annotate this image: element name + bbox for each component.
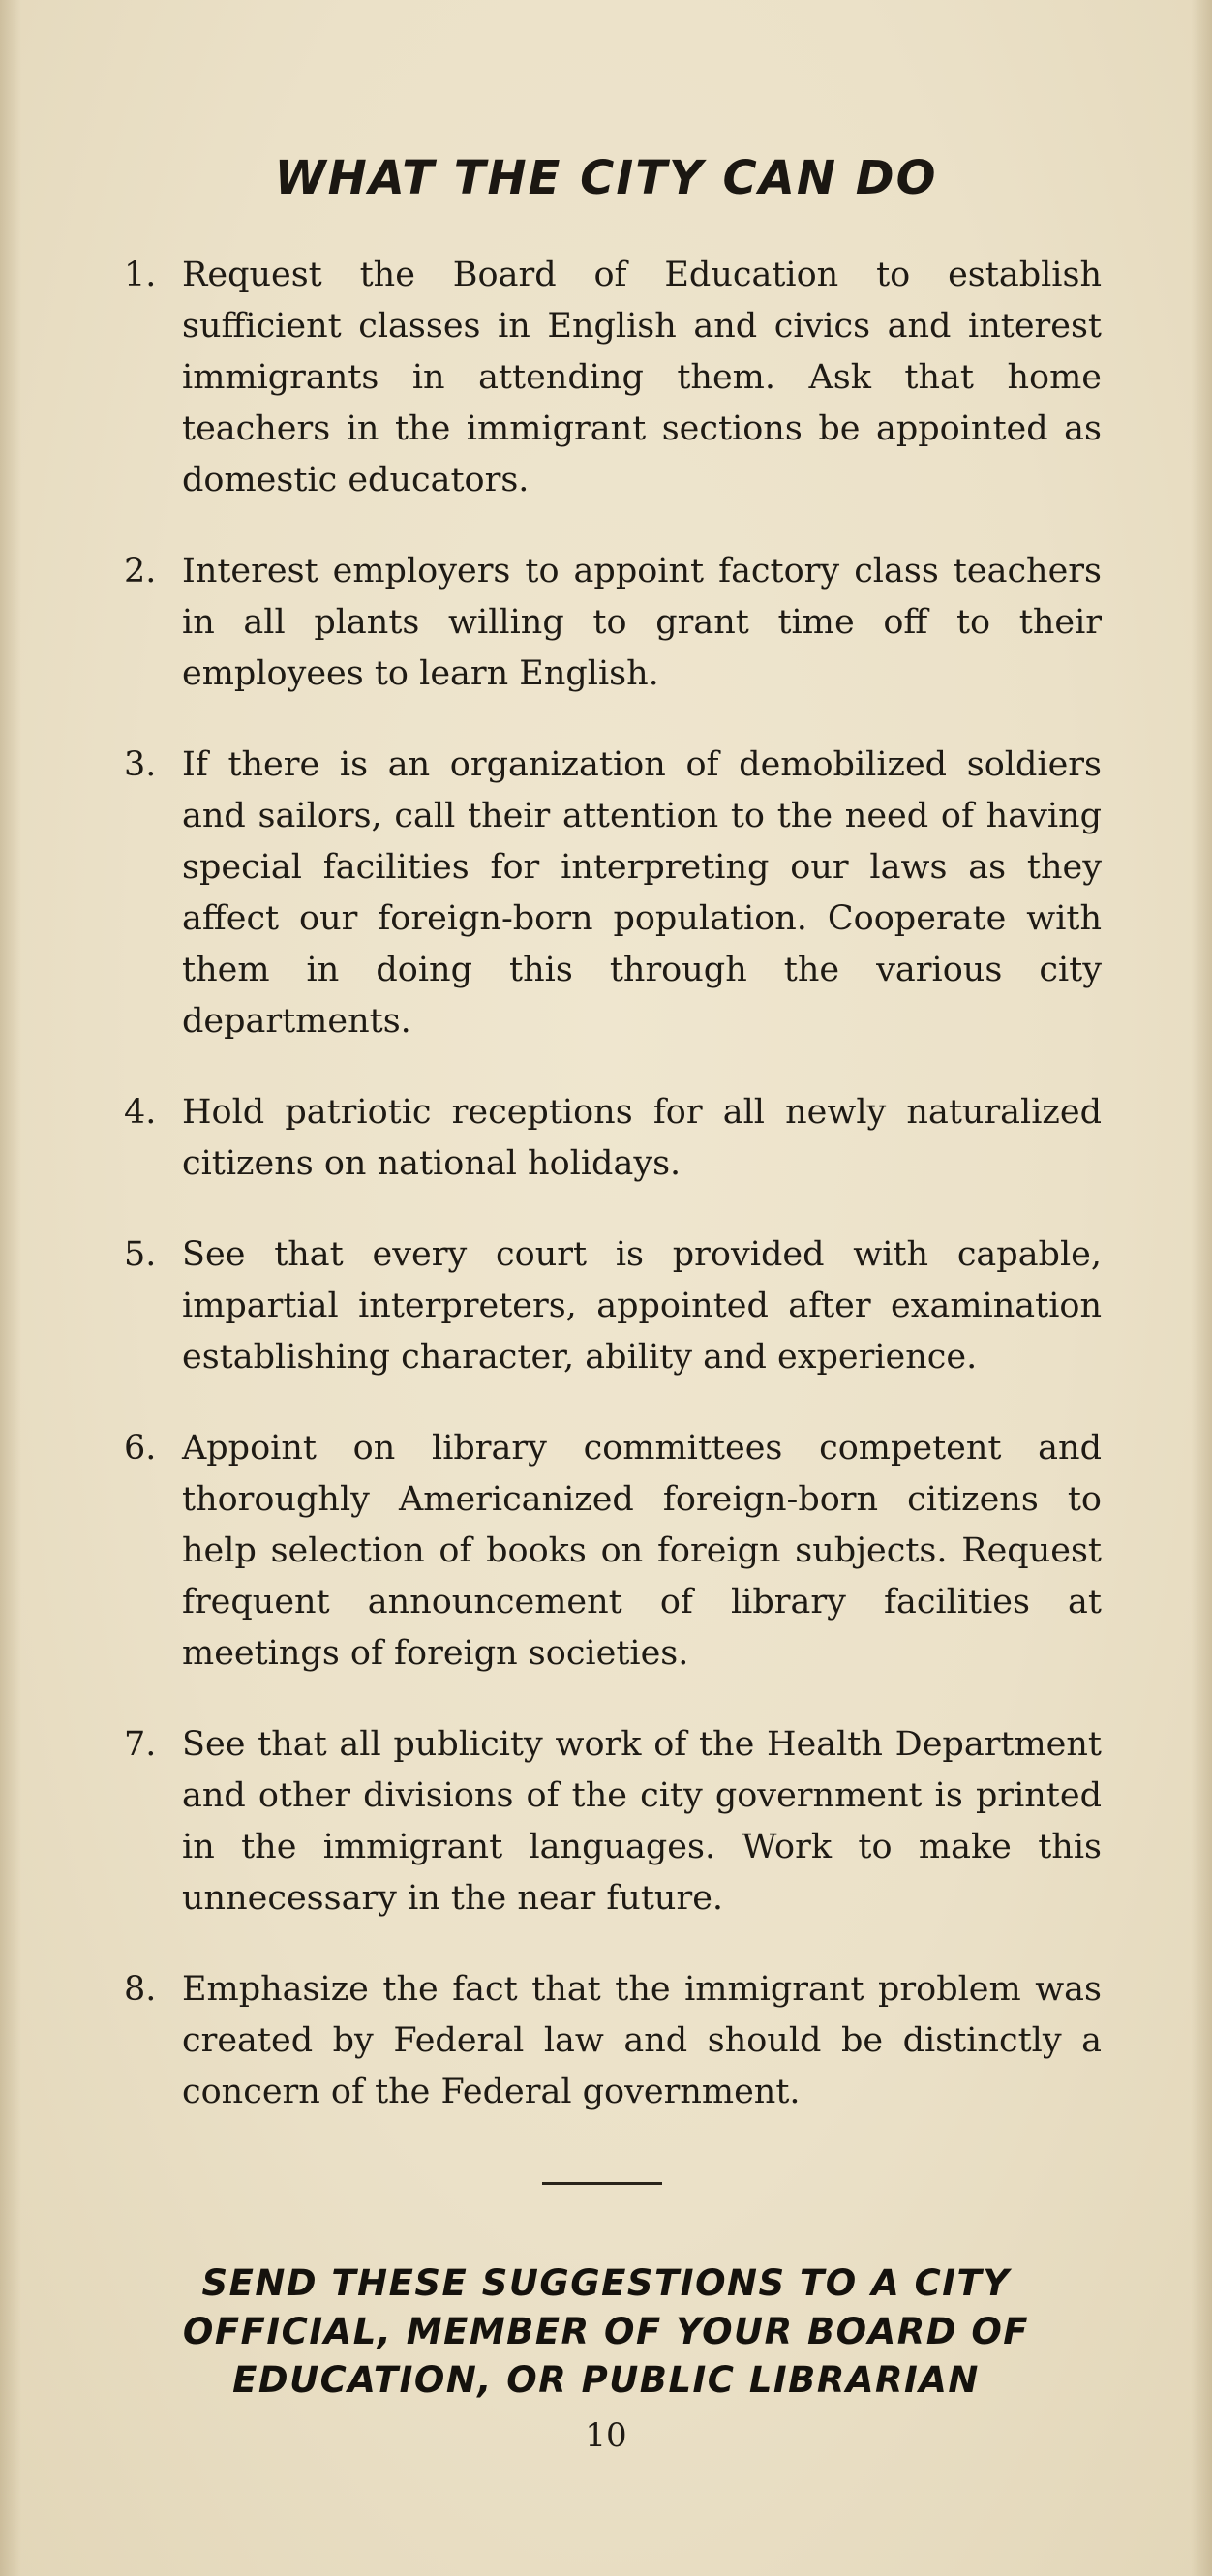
item-number: 2. [124, 552, 157, 591]
section-divider [542, 2182, 662, 2185]
item-text: Request the Board of Education to establish sufficient classes in English and civics and interest immigrants in attending them. Ask that home teachers in the immigrant sections be appointed as domestic educators. [182, 256, 1102, 500]
item-number: 3. [124, 745, 157, 784]
item-number: 6. [124, 1429, 157, 1468]
list-item [124, 1087, 1102, 1190]
page-title: WHAT THE CITY CAN DO [274, 151, 938, 205]
list-item [124, 1229, 1102, 1383]
page-edge-left [0, 0, 21, 2576]
list-item [124, 250, 1102, 506]
footer-note: SEND THESE SUGGESTIONS TO A CITY OFFICIAL, MEMBER OF YOUR BOARD OF EDUCATION, OR PUBLIC LIBRARIAN [182, 2262, 1030, 2401]
item-text: See that all publicity work of the Health Department and other divisions of the city government is printed in the immigrant languages. Work to make this unnecessary in the near future. [182, 1725, 1102, 1918]
item-text: If there is an organization of demobilized soldiers and sailors, call their attention to the need of having special facilities for interpreting our laws as they affect our foreign-born population. Cooperate with them in doing this through the various city departments. [182, 745, 1102, 1041]
item-number: 5. [124, 1235, 157, 1274]
item-number: 4. [124, 1093, 157, 1132]
item-number: 1. [124, 256, 157, 294]
item-text: Emphasize the fact that the immigrant problem was created by Federal law and should be distinctly a concern of the Federal government. [182, 1970, 1102, 2111]
list-item [124, 740, 1102, 1047]
list-item [124, 1719, 1102, 1924]
list-item [124, 1964, 1102, 2118]
suggestion-list [124, 250, 1102, 2158]
page-number: 10 [585, 2416, 627, 2455]
item-text: Hold patriotic receptions for all newly naturalized citizens on national holidays. [182, 1093, 1102, 1183]
page-edge-right [1191, 0, 1212, 2576]
list-item [124, 1423, 1102, 1680]
item-number: 7. [124, 1725, 157, 1764]
item-text: See that every court is provided with capable, impartial interpreters, appointed after examination establishing character, ability and experience. [182, 1235, 1102, 1377]
item-text: Appoint on library committees competent and thoroughly Americanized foreign-born citizens to help selection of books on foreign subjects. Request frequent announcement of library facilities at meetings of foreign societies. [182, 1429, 1102, 1673]
item-number: 8. [124, 1970, 157, 2009]
list-item [124, 546, 1102, 700]
item-text: Interest employers to appoint factory class teachers in all plants willing to grant time off to their employees to learn English. [182, 552, 1102, 693]
